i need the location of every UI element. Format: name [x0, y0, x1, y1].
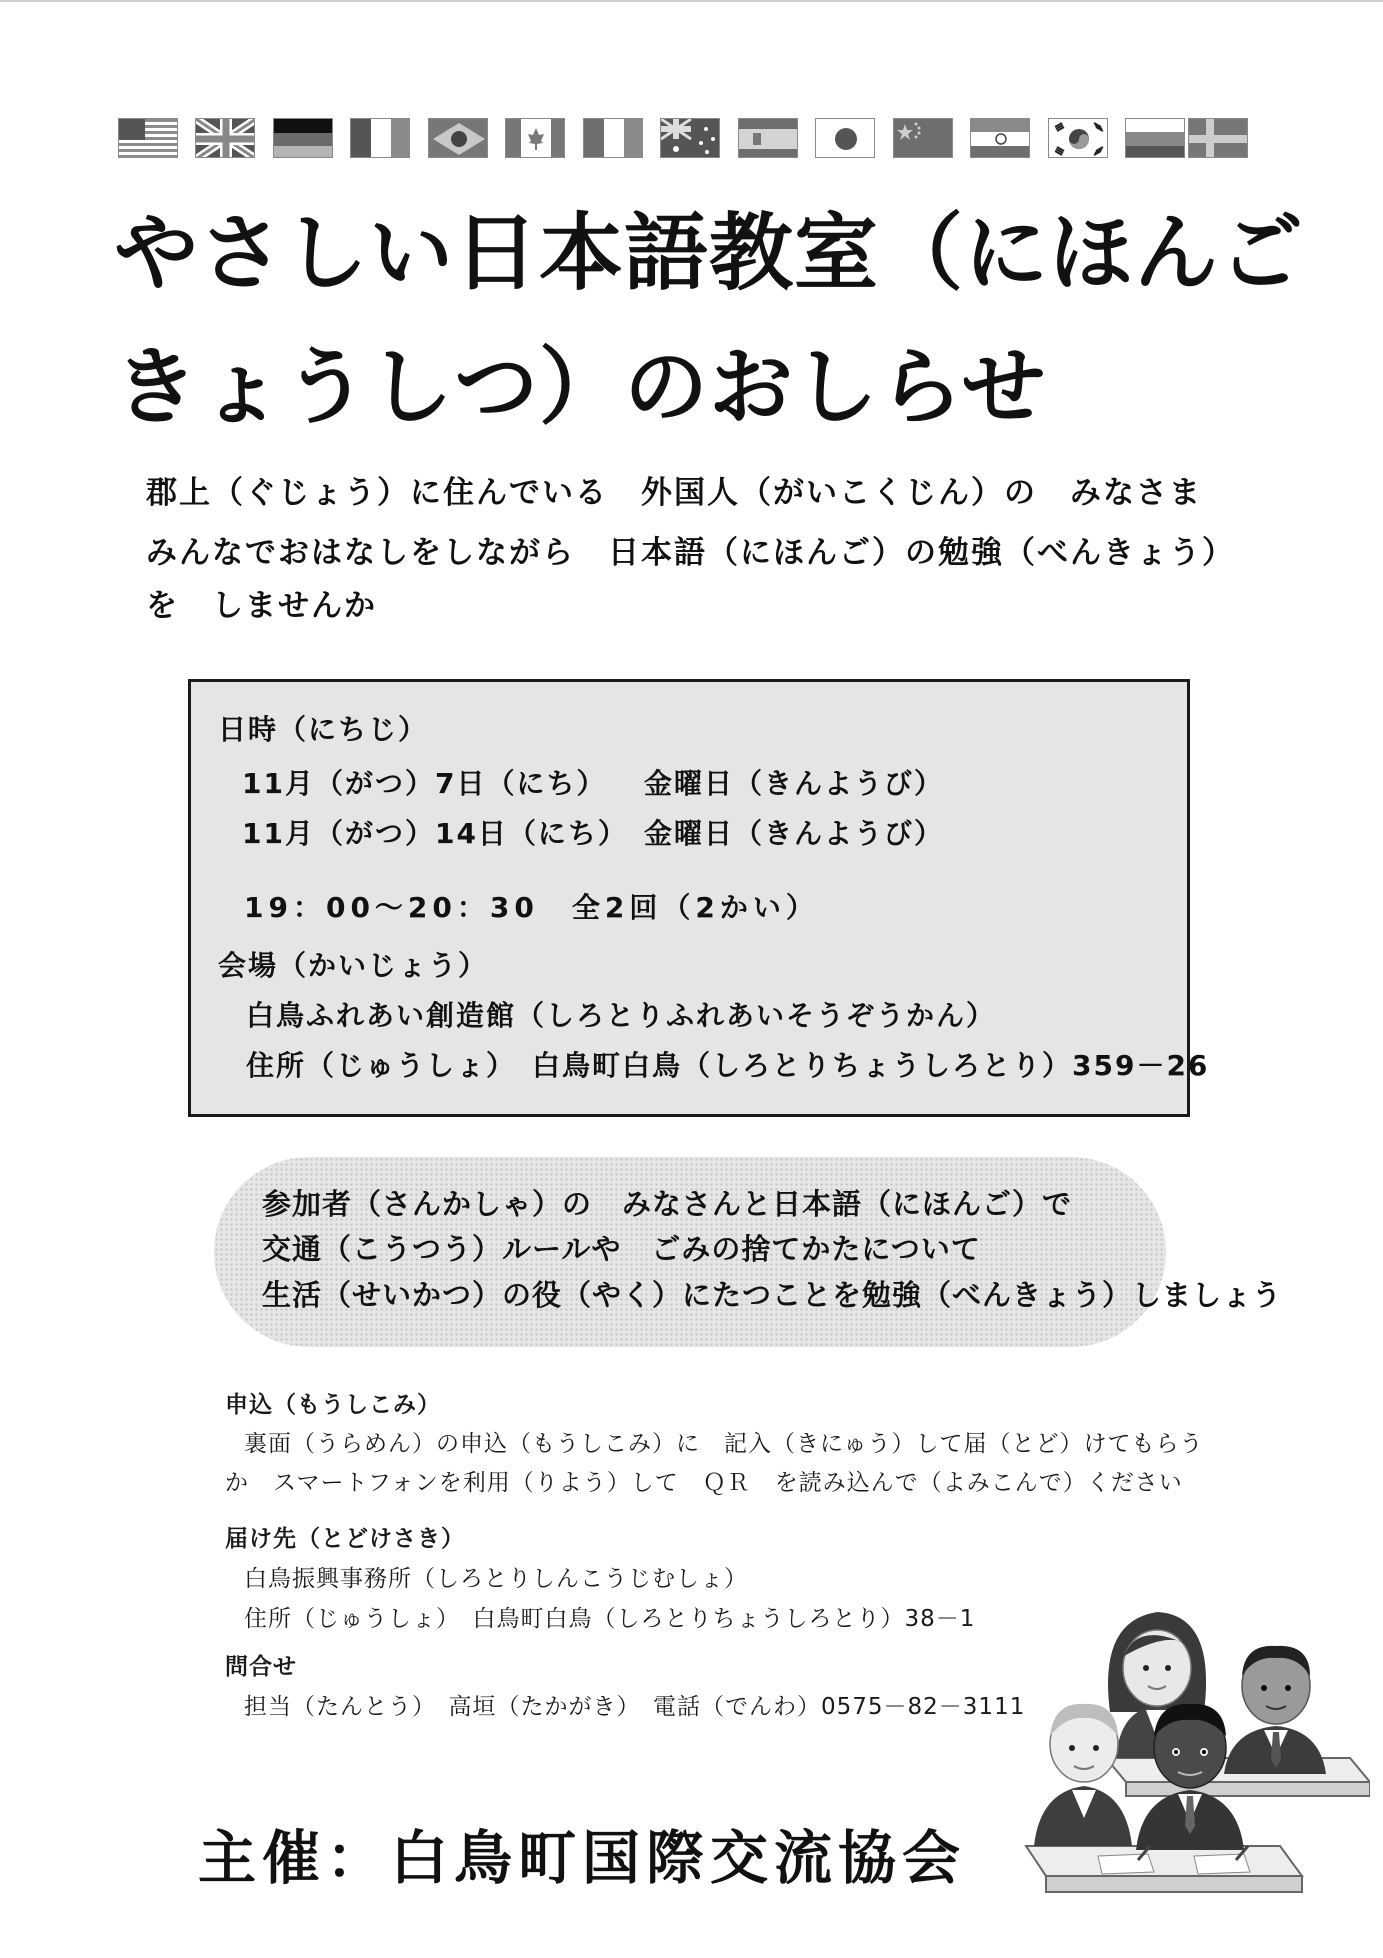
korea-flag-icon	[1048, 118, 1108, 158]
brazil-flag-icon	[428, 118, 488, 158]
intro-line3: を しませんか	[146, 588, 377, 624]
organizer: 主催：白鳥町国際交流協会	[198, 1824, 967, 1892]
destination-address: 住所（じゅうしょ） 白鳥町白鳥（しろとりちょうしろとり）38－1	[244, 1606, 976, 1632]
purpose-line2: 交通（こうつう）ルールや ごみの捨てかたについて	[262, 1232, 981, 1266]
germany-flag-icon	[273, 118, 333, 158]
students-illustration	[998, 1560, 1370, 1940]
page-title-line2: きょうしつ）のおしらせ	[114, 338, 1047, 436]
destination-heading: 届け先（とどけさき）	[225, 1526, 465, 1552]
purpose-line3: 生活（せいかつ）の役（やく）にたつことを勉強（べんきょう）しましょう	[262, 1278, 1283, 1312]
time-range: 19：00～20：30 全2回（2かい）	[244, 891, 819, 924]
weekday-2: 金曜日（きんようび）	[644, 817, 945, 850]
date-2: 11月（がつ）14日（にち）	[242, 817, 628, 850]
purpose-line1: 参加者（さんかしゃ）の みなさんと日本語（にほんご）で	[262, 1187, 1073, 1221]
application-line2: か スマートフォンを利用（りよう）して ＱＲ を読み込んで（よみこんで）ください	[225, 1470, 1183, 1496]
japan-flag-icon	[815, 118, 875, 158]
page-title-line1: やさしい日本語教室（にほんご	[114, 204, 1305, 302]
india-flag-icon	[970, 118, 1030, 158]
france-flag-icon	[350, 118, 410, 158]
contact-line: 担当（たんとう） 高垣（たかがき） 電話（でんわ）0575－82－3111	[244, 1694, 1026, 1720]
destination-office: 白鳥振興事務所（しろとりしんこうじむしょ）	[244, 1566, 748, 1592]
venue-heading: 会場（かいじょう）	[218, 949, 489, 982]
venue-name: 白鳥ふれあい創造館（しろとりふれあいそうぞうかん）	[246, 999, 997, 1032]
venue-address: 住所（じゅうしょ） 白鳥町白鳥（しろとりちょうしろとり）359－26	[246, 1049, 1210, 1082]
usa-flag-icon	[118, 118, 178, 158]
canada-flag-icon	[505, 118, 565, 158]
russia-flag-icon	[1125, 118, 1185, 158]
application-line1: 裏面（うらめん）の申込（もうしこみ）に 記入（きにゅう）して届（とど）けてもらう	[244, 1431, 1204, 1457]
china-flag-icon	[893, 118, 953, 158]
sweden-flag-icon	[1188, 118, 1248, 158]
italy-flag-icon	[583, 118, 643, 158]
contact-heading: 問合せ	[225, 1654, 297, 1680]
date-1: 11月（がつ）7日（にち）	[242, 767, 607, 800]
intro-line2: みんなでおはなしをしながら 日本語（にほんご）の勉強（べんきょう）	[146, 535, 1235, 571]
spain-flag-icon	[738, 118, 798, 158]
weekday-1: 金曜日（きんようび）	[644, 767, 945, 800]
top-rule	[0, 0, 1383, 2]
australia-flag-icon	[660, 118, 720, 158]
application-heading: 申込（もうしこみ）	[225, 1392, 441, 1418]
uk-flag-icon	[195, 118, 255, 158]
flag-strip	[118, 118, 1248, 158]
intro-line1: 郡上（ぐじょう）に住んでいる 外国人（がいこくじん）の みなさま	[146, 475, 1202, 511]
date-heading: 日時（にちじ）	[218, 713, 429, 746]
